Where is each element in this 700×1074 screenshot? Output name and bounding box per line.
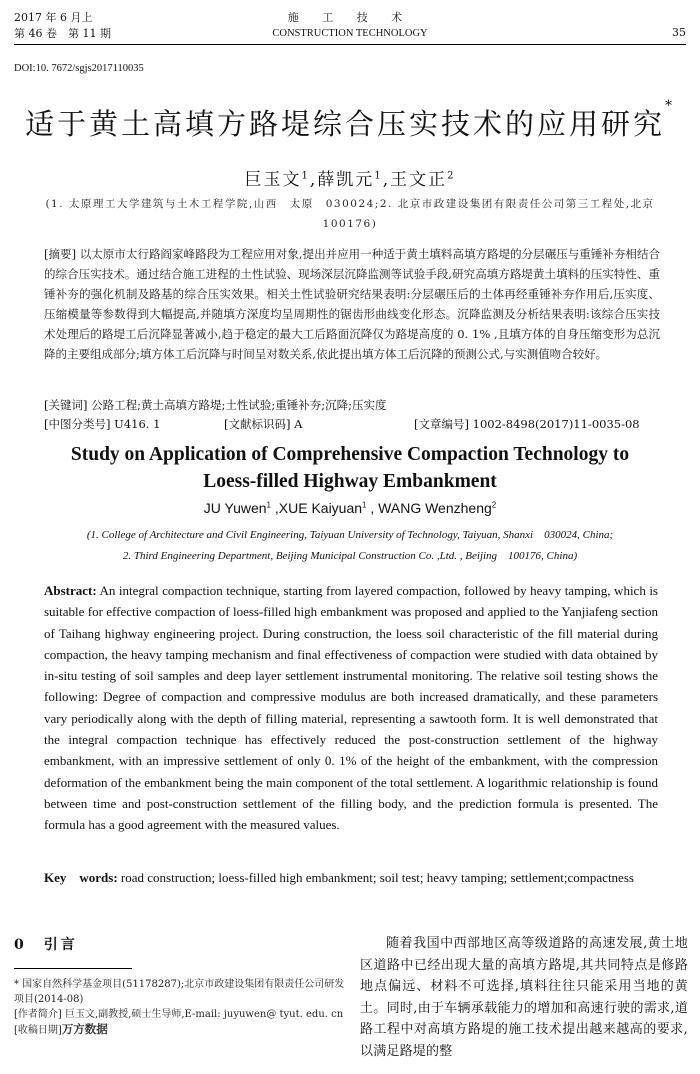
footnote-received-label: [收稿日期] xyxy=(14,1025,62,1036)
journal-name-en: CONSTRUCTION TECHNOLOGY xyxy=(272,28,428,39)
journal-name-cn: 施 工 技 术 xyxy=(287,11,413,24)
affiliation-cn: (1. 太原理工大学建筑与土木工程学院,山西 太原 030024;2. 北京市政建设集团有限责任公司第三工程处,北京 100176) xyxy=(45,198,667,230)
header-journal xyxy=(0,10,700,42)
affiliation-en-line: 2. Third Engineering Department, Beijing Municipal Construction Co. ,Ltd. , Beijing 100176, China) xyxy=(122,550,578,562)
author-cn-sup: 1 xyxy=(301,170,310,182)
abstract-cn xyxy=(44,244,660,364)
clc-value: U416. 1 xyxy=(114,417,161,431)
doc-value: A xyxy=(294,417,303,431)
header-volume: 第 46 卷 第 11 期 xyxy=(14,27,111,40)
footnote-author xyxy=(14,1007,354,1022)
author-cn-name: 巨玉文 xyxy=(244,170,302,190)
author-cn-sep: , xyxy=(309,170,318,190)
abstract-cn-text: 以太原市太行路阎家峰路段为工程应用对象,提出并应用一种适于黄土填料高填方路堤的分层碾压与重锤补夯相结合的综合压实技术。通过结合施工进程的土性试验、现场深层沉降监测等试验手段,研究高填方路堤黄土填料的压实特性、重锤补夯的强化机制及路基的综合压实效果。相关土性试验研究结果表明:分层碾压后的土体再经重锤补夯作用后,压实度、压缩模量等参数得到大幅提高,并随填方深度均呈周期性的锯齿形曲线变化形态。沉降监测及分析结果表明:该综合压实技术处理后的路堤工后沉降显著减小,趋于稳定的最大工后路面沉降仅为路堤高度的 0. 1% ,且填方体的自身压缩变形为总沉降的主要组成部分;填方体工后沉降与时间呈对数关系,依此提出填方体工后沉降的预测公式,与实测值吻合较好。 xyxy=(44,247,660,361)
doc-label: [文献标识码] xyxy=(224,417,291,431)
title-en-line: Loess-filled Highway Embankment xyxy=(203,471,497,492)
keywords-cn xyxy=(44,395,660,415)
clc-label: [中图分类号] xyxy=(44,417,111,431)
authors-en xyxy=(0,500,700,516)
wanfang-watermark: 万方数据 xyxy=(61,1022,108,1036)
title-cn-footnote-mark: * xyxy=(665,98,675,114)
affiliation-en-line: (1. College of Architecture and Civil Engineering, Taiyuan University of Technology, Taiyuan, Shanxi 030024, China; xyxy=(86,529,614,541)
title-cn xyxy=(0,98,700,143)
author-cn-sup: 2 xyxy=(447,170,456,182)
author-en-sep: , xyxy=(366,500,379,516)
article-number xyxy=(414,414,640,434)
affiliation-en xyxy=(30,525,670,567)
author-en-sup: 1 xyxy=(266,500,271,510)
author-en-sup: 1 xyxy=(362,500,367,510)
author-en-sep: , xyxy=(270,500,279,516)
keywords-en xyxy=(44,867,658,888)
page-number: 35 xyxy=(672,26,686,39)
footnote-author-text: 巨玉文,副教授,硕士生导师,E-mail: juyuwen@ tyut. edu. cn xyxy=(65,1009,344,1020)
footnote-received xyxy=(14,1022,354,1038)
author-en-name: WANG Wenzheng xyxy=(378,500,492,516)
authors-cn xyxy=(0,165,700,190)
abstract-en-label: Abstract: xyxy=(44,583,97,598)
author-en-name: JU Yuwen xyxy=(203,500,267,516)
keywords-en-text: road construction; loess-filled high embankment; soil test; heavy tamping; settlement;compactness xyxy=(120,870,634,885)
abstract-en xyxy=(44,580,658,836)
clc-number xyxy=(44,414,224,434)
doc-code xyxy=(224,414,414,434)
author-cn-name: 薛凯元 xyxy=(317,170,375,190)
footnote-divider xyxy=(14,968,132,969)
author-cn-name: 王文正 xyxy=(390,170,448,190)
author-cn-sep: , xyxy=(382,170,391,190)
abstract-en-text: An integral compaction technique, starting from layered compaction, followed by heavy tamping, which is suitable for effective compaction of loess-filled high embankment was proposed and applied to the Yanjiafeng section of Taihang highway engineering project. During construction, the loess soil characteristic of the fill material during compaction, the heavy tamping mechanism and final effectiveness of compaction were studied with data obtained by in-situ testing of soil samples and deep layer settlement instrumental monitoring. The relative soil testing shows the following: Degree of compaction and compressive modulus are both increased dramatically, and these parameters vary periodically along with the depth of filling material, representing a sawtooth form. It is well demonstrated that the integral compaction technique has effectively reduced the post-construction settlement of the highway embankment, with an impressive settlement of only 0. 1% of the height of the embankment, with the compression deformation of the embankment being the main component of the total settlement. A logarithmic relationship is found between time and post-construction settlement of the filling body, and the prediction formula is presented. The formula has a good agreement with the measured values. xyxy=(44,583,658,833)
title-en xyxy=(0,441,700,495)
abstract-cn-label: [摘要] xyxy=(44,247,77,261)
title-cn-text: 适于黄土高填方路堤综合压实技术的应用研究 xyxy=(24,107,665,141)
keywords-en-label: Key words: xyxy=(44,870,118,885)
introduction-paragraph: 随着我国中西部地区高等级道路的高速发展,黄土地区道路中已经出现大量的高填方路堤,其共同特点是修路地点偏远、材料不可选择,填料往往只能采用当地的黄土。同时,由于车辆承载能力的增加和高速行驶的需求,道路工程中对高填方路堤的施工技术提出越来越高的要求,以满足路堤的整 xyxy=(360,936,688,1059)
author-cn-sup: 1 xyxy=(374,170,383,182)
classification-line xyxy=(44,414,660,434)
article-label: [文章编号] xyxy=(414,417,469,431)
author-en-sup: 2 xyxy=(491,500,497,510)
keywords-cn-text: 公路工程;黄土高填方路堤;土性试验;重锤补夯;沉降;压实度 xyxy=(91,398,387,412)
footnote-author-label: [作者简介] xyxy=(14,1009,62,1020)
footnote-fund: * 国家自然科学基金项目(51178287);北京市政建设集团有限责任公司研发项目(2014-08) xyxy=(14,979,345,1005)
section-heading-introduction: 0 引言 xyxy=(14,937,78,953)
header-date: 2017 年 6 月上 xyxy=(14,11,93,24)
article-value: 1002-8498(2017)11-0035-08 xyxy=(472,417,640,431)
footnotes xyxy=(14,977,354,1038)
doi: DOI:10. 7672/sgjs2017110035 xyxy=(14,63,144,74)
keywords-cn-label: [关键词] xyxy=(44,398,88,412)
title-en-line: Study on Application of Comprehensive Compaction Technology to xyxy=(70,444,630,465)
author-en-name: XUE Kaiyuan xyxy=(278,500,363,516)
header-divider xyxy=(14,44,686,45)
